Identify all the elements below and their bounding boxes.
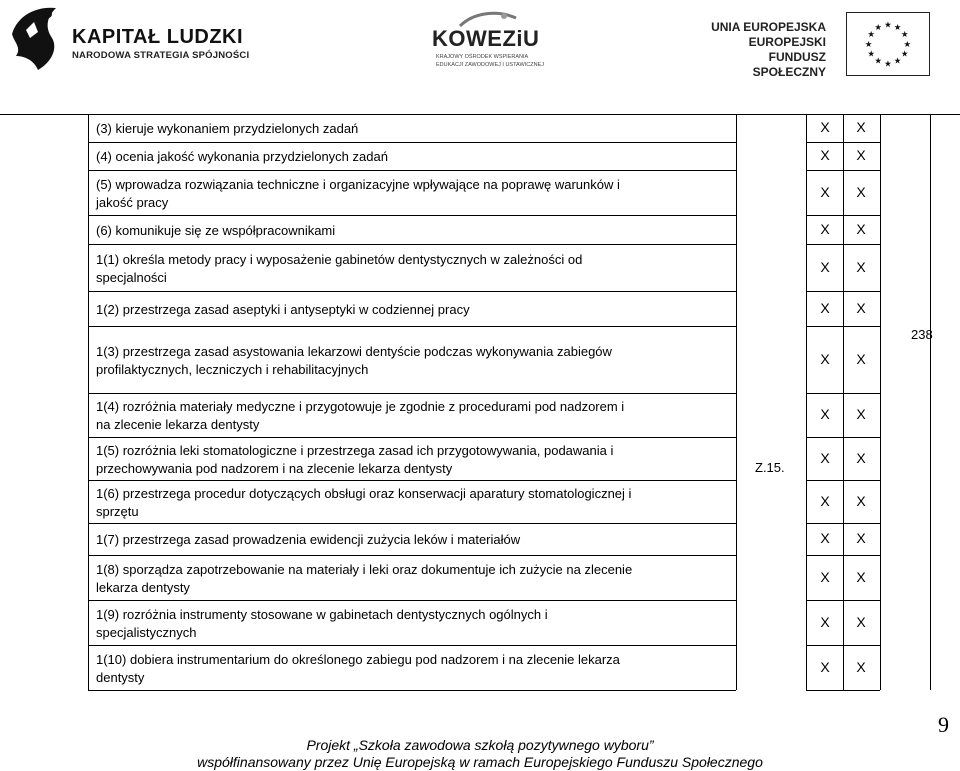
row-mark-col1: X bbox=[820, 568, 830, 585]
row-mark-col1: X bbox=[820, 258, 830, 275]
row-separator-desc bbox=[88, 170, 736, 171]
row-mark-col2: X bbox=[856, 119, 866, 135]
row-mark-col2: X bbox=[856, 492, 866, 509]
row-mark-col1: X bbox=[820, 220, 830, 237]
table-row-description: specjalności bbox=[96, 269, 167, 285]
row-mark-col2: X bbox=[856, 147, 866, 163]
eu-star-icon: ★ bbox=[867, 29, 876, 40]
table-border-desc-right bbox=[736, 114, 737, 690]
footer-funding-line: współfinansowany przez Unię Europejską w ramach Europejskiego Funduszu Społecznego bbox=[197, 754, 763, 770]
row-separator-x bbox=[806, 523, 880, 524]
table-row-description: specjalistycznych bbox=[96, 624, 197, 640]
row-separator-desc bbox=[88, 326, 736, 327]
eu-star-icon: ★ bbox=[893, 22, 902, 33]
table-row-description: lekarza dentysty bbox=[96, 579, 190, 595]
kapital-ludzki-emblem-icon bbox=[8, 4, 68, 74]
row-separator-x bbox=[806, 555, 880, 556]
row-separator-desc bbox=[88, 690, 736, 691]
row-separator-x bbox=[806, 142, 880, 143]
eu-line1: UNIA EUROPEJSKA bbox=[711, 20, 826, 34]
row-separator-desc bbox=[88, 142, 736, 143]
row-mark-col2: X bbox=[856, 220, 866, 237]
row-mark-col1: X bbox=[820, 299, 830, 316]
row-mark-col1: X bbox=[820, 147, 830, 163]
row-separator-x bbox=[806, 215, 880, 216]
table-row-description: 1(1) określa metody pracy i wyposażenie gabinetów dentystycznych w zależności od bbox=[96, 251, 583, 267]
row-separator-desc bbox=[88, 291, 736, 292]
row-mark-col2: X bbox=[856, 350, 866, 367]
row-mark-col1: X bbox=[820, 492, 830, 509]
row-separator-x bbox=[806, 690, 880, 691]
row-mark-col1: X bbox=[820, 613, 830, 630]
table-border-x-divider bbox=[843, 114, 844, 690]
table-border-code-right bbox=[806, 114, 807, 690]
kapital-ludzki-title: KAPITAŁ LUDZKI bbox=[72, 26, 244, 48]
table-row-description: (3) kieruje wykonaniem przydzielonych zadań bbox=[96, 121, 359, 136]
eu-star-icon: ★ bbox=[884, 19, 892, 30]
table-border-hours-right bbox=[930, 114, 931, 690]
row-separator-desc bbox=[88, 523, 736, 524]
row-mark-col1: X bbox=[820, 183, 830, 200]
kowezu-subtitle-line1: KRAJOWY OŚRODEK WSPIERANIA bbox=[436, 54, 529, 60]
hours-value: 238 bbox=[911, 327, 933, 342]
kapital-ludzki-subtitle: NARODOWA STRATEGIA SPÓJNOŚCI bbox=[72, 50, 250, 61]
eu-line2: EUROPEJSKI bbox=[748, 35, 826, 49]
row-separator-desc bbox=[88, 600, 736, 601]
row-separator-desc bbox=[88, 645, 736, 646]
row-mark-col2: X bbox=[856, 658, 866, 675]
eu-star-icon: ★ bbox=[884, 58, 892, 69]
row-mark-col1: X bbox=[820, 530, 830, 546]
table-row-description: (6) komunikuje się ze współpracownikami bbox=[96, 222, 336, 238]
eu-star-icon: ★ bbox=[874, 55, 883, 66]
table-border-left bbox=[88, 114, 89, 690]
kowezu-subtitle-line2: EDUKACJI ZAWODOWEJ I USTAWICZNEJ bbox=[436, 62, 544, 68]
table-row-description: 1(5) rozróżnia leki stomatologiczne i przestrzega zasad ich przygotowywania, podawania i bbox=[96, 442, 614, 458]
row-separator-desc bbox=[88, 480, 736, 481]
kapital-ludzki-logo bbox=[8, 4, 268, 74]
eu-flag-icon bbox=[846, 12, 930, 76]
row-separator-x bbox=[806, 645, 880, 646]
eu-star-icon: ★ bbox=[867, 48, 876, 59]
row-mark-col1: X bbox=[820, 449, 830, 466]
table-row-description: dentysty bbox=[96, 669, 145, 685]
eu-star-icon: ★ bbox=[900, 48, 909, 59]
table-border-x-right bbox=[880, 114, 881, 690]
row-mark-col2: X bbox=[856, 406, 866, 422]
eu-star-icon: ★ bbox=[874, 22, 883, 33]
row-mark-col2: X bbox=[856, 299, 866, 316]
row-mark-col1: X bbox=[820, 406, 830, 422]
kowezu-logo bbox=[428, 10, 568, 76]
table-row-description: (4) ocenia jakość wykonania przydzielonych zadań bbox=[96, 149, 388, 164]
row-separator-x bbox=[806, 291, 880, 292]
table-row-description: 1(10) dobiera instrumentarium do określonego zabiegu pod nadzorem i na zlecenie lekarza bbox=[96, 651, 620, 667]
table-row-description: 1(4) rozróżnia materiały medyczne i przygotowuje je zgodnie z procedurami pod nadzorem i bbox=[96, 399, 625, 414]
table-row-description: na zlecenie lekarza dentysty bbox=[96, 417, 260, 432]
row-separator-x bbox=[806, 437, 880, 438]
row-mark-col2: X bbox=[856, 613, 866, 630]
row-mark-col1: X bbox=[820, 658, 830, 675]
row-mark-col2: X bbox=[856, 568, 866, 585]
table-row-description: profilaktycznych, leczniczych i rehabilitacyjnych bbox=[96, 361, 369, 377]
row-separator-desc bbox=[88, 215, 736, 216]
eu-star-icon: ★ bbox=[893, 55, 902, 66]
row-separator-x bbox=[806, 244, 880, 245]
page-number: 9 bbox=[938, 712, 949, 737]
footer-project-line: Projekt „Szkoła zawodowa szkołą pozytywnego wyboru” bbox=[306, 737, 654, 753]
row-mark-col2: X bbox=[856, 530, 866, 546]
table-row-description: przechowywania pod nadzorem i na zlecenie lekarza dentysty bbox=[96, 460, 453, 476]
row-mark-col2: X bbox=[856, 258, 866, 275]
eu-star-icon: ★ bbox=[903, 38, 912, 49]
row-separator-x bbox=[806, 326, 880, 327]
row-separator-desc bbox=[88, 437, 736, 438]
row-separator-desc bbox=[88, 555, 736, 556]
table-row-description: 1(8) sporządza zapotrzebowanie na materiały i leki oraz dokumentuje ich zużycie na zlecenie bbox=[96, 561, 633, 577]
table-row-description: 1(9) rozróżnia instrumenty stosowane w gabinetach dentystycznych ogólnych i bbox=[96, 606, 548, 622]
table-row-description: (5) wprowadza rozwiązania techniczne i organizacyjne wpływające na poprawę warunków i bbox=[96, 176, 620, 192]
eu-line3: FUNDUSZ SPOŁECZNY bbox=[752, 50, 826, 79]
table-row-description: 1(3) przestrzega zasad asystowania lekarzowi dentyście podczas wykonywania zabiegów bbox=[96, 343, 612, 359]
table-row-description: 1(6) przestrzega procedur dotyczących obsługi oraz konserwacji aparatury stomatologicznej i bbox=[96, 485, 632, 501]
row-separator-x bbox=[806, 170, 880, 171]
row-mark-col1: X bbox=[820, 350, 830, 367]
page-header bbox=[0, 0, 960, 78]
row-mark-col2: X bbox=[856, 449, 866, 466]
kowezu-title: KOWEZiU bbox=[432, 26, 540, 51]
row-mark-col2: X bbox=[856, 183, 866, 200]
row-separator-x bbox=[806, 393, 880, 394]
table-row-description: 1(2) przestrzega zasad aseptyki i antyseptyki w codziennej pracy bbox=[96, 301, 470, 317]
eu-text-block bbox=[700, 20, 826, 80]
table-row-description: 1(7) przestrzega zasad prowadzenia ewidencji zużycia leków i materiałów bbox=[96, 532, 521, 547]
row-separator-desc bbox=[88, 393, 736, 394]
table-row-description: jakość pracy bbox=[96, 194, 169, 210]
table-top-rule bbox=[0, 114, 960, 115]
row-mark-col1: X bbox=[820, 119, 830, 135]
table-row-description: sprzętu bbox=[96, 503, 139, 519]
eu-star-icon: ★ bbox=[864, 38, 873, 49]
qualification-code: Z.15. bbox=[755, 460, 785, 475]
row-separator-desc bbox=[88, 244, 736, 245]
eu-star-icon: ★ bbox=[900, 29, 909, 40]
row-separator-x bbox=[806, 600, 880, 601]
eu-logo bbox=[700, 8, 930, 79]
row-separator-x bbox=[806, 480, 880, 481]
